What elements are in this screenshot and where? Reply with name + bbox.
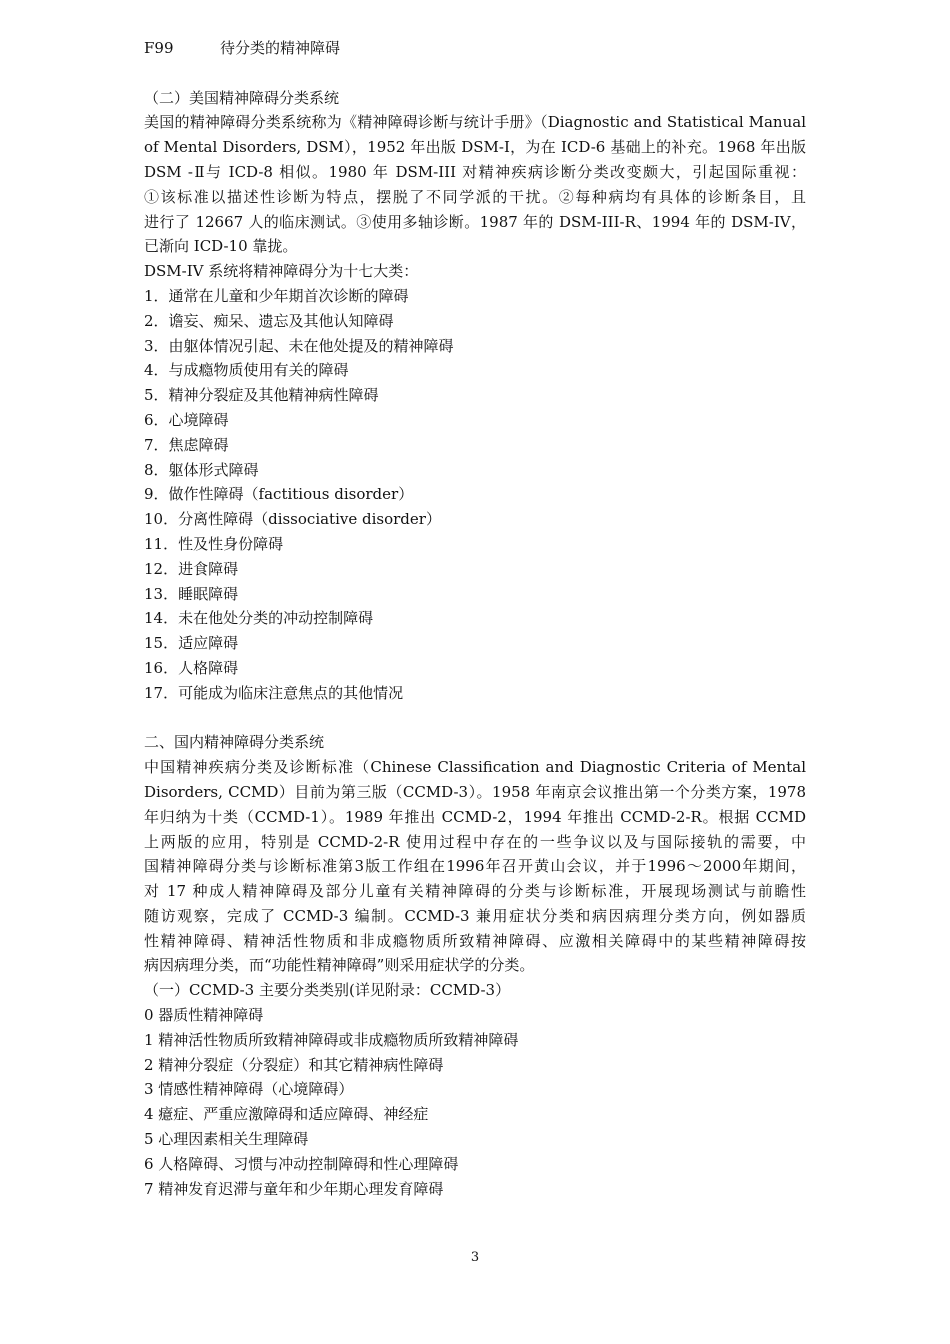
header-code: F99	[144, 39, 174, 57]
list-item: 6．心境障碍	[144, 410, 229, 429]
list-item: 1 精神活性物质所致精神障碍或非成瘾物质所致精神障碍	[144, 1030, 519, 1049]
spacer	[144, 61, 806, 86]
paragraph-line: 美国的精神障碍分类系统称为《精神障碍诊断与统计手册》（Diagnostic and Statistical Manual	[144, 113, 806, 132]
list-item: 1．通常在儿童和少年期首次诊断的障碍	[144, 286, 409, 305]
list-item: 2．谵妄、痴呆、遗忘及其他认知障碍	[144, 311, 394, 330]
page-header	[144, 36, 806, 61]
list-item: 4．与成瘾物质使用有关的障碍	[144, 361, 349, 380]
paragraph-line: DSM -Ⅱ与 ICD-8 相似。1980 年 DSM-III 对精神疾病诊断分类改变颇大，引起国际重视：	[144, 162, 806, 181]
list-item: 11．性及性身份障碍	[144, 534, 284, 553]
list-item: 5．精神分裂症及其他精神病性障碍	[144, 386, 379, 405]
paragraph-line: of Mental Disorders, DSM），1952 年出版 DSM-I，为在 ICD-6 基础上的补充。1968 年出版	[144, 138, 806, 157]
paragraph-line: 性精神障碍、精神活性物质和非成瘾物质所致精神障碍、应激相关障碍中的某些精神障碍按	[144, 931, 806, 950]
header-title: 待分类的精神障碍	[220, 39, 341, 57]
dsm-category-list	[144, 284, 806, 706]
paragraph-line: 国精神障碍分类与诊断标准第3版工作组在1996年召开黄山会议，并于1996～2000年期间，	[144, 857, 806, 876]
list-item: 8．躯体形式障碍	[144, 460, 259, 479]
dsm-list-intro: DSM-IV 系统将精神障碍分为十七大类：	[144, 262, 419, 281]
list-item: 9．做作性障碍（factitious disorder）	[144, 485, 414, 504]
list-item: 16．人格障碍	[144, 658, 239, 677]
paragraph-line: ①该标准以描述性诊断为特点，摆脱了不同学派的干扰。②每种病均有具体的诊断条目，且	[144, 187, 806, 206]
paragraph-line: 进行了 12667 人的临床测试。③使用多轴诊断。1987 年的 DSM-III-R、1994 年的 DSM-IV，	[144, 212, 806, 231]
list-item: 3 情感性精神障碍（心境障碍）	[144, 1080, 354, 1099]
list-item: 10．分离性障碍（dissociative disorder）	[144, 510, 441, 529]
list-item: 15．适应障碍	[144, 634, 239, 653]
list-item: 2 精神分裂症（分裂症）和其它精神病性障碍	[144, 1055, 444, 1074]
document-page	[144, 36, 806, 1201]
paragraph-line: 已渐向 ICD-10 靠拢。	[144, 237, 298, 256]
list-item: 5 心理因素相关生理障碍	[144, 1130, 309, 1149]
list-item: 14．未在他处分类的冲动控制障碍	[144, 609, 374, 628]
cn-section-paragraph	[144, 755, 806, 978]
us-section-heading: （二）美国精神障碍分类系统	[144, 88, 340, 107]
list-item: 7．焦虑障碍	[144, 435, 229, 454]
paragraph-line: 中国精神疾病分类及诊断标准（Chinese Classification and Diagnostic Criteria of Mental	[144, 758, 806, 777]
page-number: 3	[470, 1250, 480, 1265]
spacer	[144, 706, 806, 731]
list-item: 12．进食障碍	[144, 559, 239, 578]
list-item: 6 人格障碍、习惯与冲动控制障碍和性心理障碍	[144, 1154, 459, 1173]
paragraph-line: Disorders, CCMD）目前为第三版（CCMD-3）。1958 年南京会议推出第一个分类方案，1978	[144, 782, 806, 801]
list-item: 7 精神发育迟滞与童年和少年期心理发育障碍	[144, 1179, 444, 1198]
list-item: 0 器质性精神障碍	[144, 1006, 264, 1025]
list-item: 3．由躯体情况引起、未在他处提及的精神障碍	[144, 336, 454, 355]
paragraph-line: 随访观察，完成了 CCMD-3 编制。CCMD-3 兼用症状分类和病因病理分类方向，例如器质	[144, 906, 806, 925]
list-item: 17．可能成为临床注意焦点的其他情况	[144, 683, 404, 702]
paragraph-line: 上两版的应用，特别是 CCMD-2-R 使用过程中存在的一些争议以及与国际接轨的需要，中	[144, 832, 806, 851]
cn-section-heading: 二、国内精神障碍分类系统	[144, 733, 325, 752]
ccmd-category-list	[144, 1003, 806, 1201]
us-section-paragraph	[144, 110, 806, 259]
paragraph-line: 年归纳为十类（CCMD-1）。1989 年推出 CCMD-2，1994 年推出 CCMD-2-R。根据 CCMD	[144, 807, 806, 826]
paragraph-line: 病因病理分类，而“功能性精神障碍”则采用症状学的分类。	[144, 956, 535, 975]
list-item: 13．睡眠障碍	[144, 584, 239, 603]
ccmd-subheading: （一）CCMD-3 主要分类类别(详见附录：CCMD-3）	[144, 981, 511, 1000]
paragraph-line: 对 17 种成人精神障碍及部分儿童有关精神障碍的分类与诊断标准，开展现场测试与前瞻性	[144, 882, 806, 901]
list-item: 4 癔症、严重应激障碍和适应障碍、神经症	[144, 1105, 429, 1124]
